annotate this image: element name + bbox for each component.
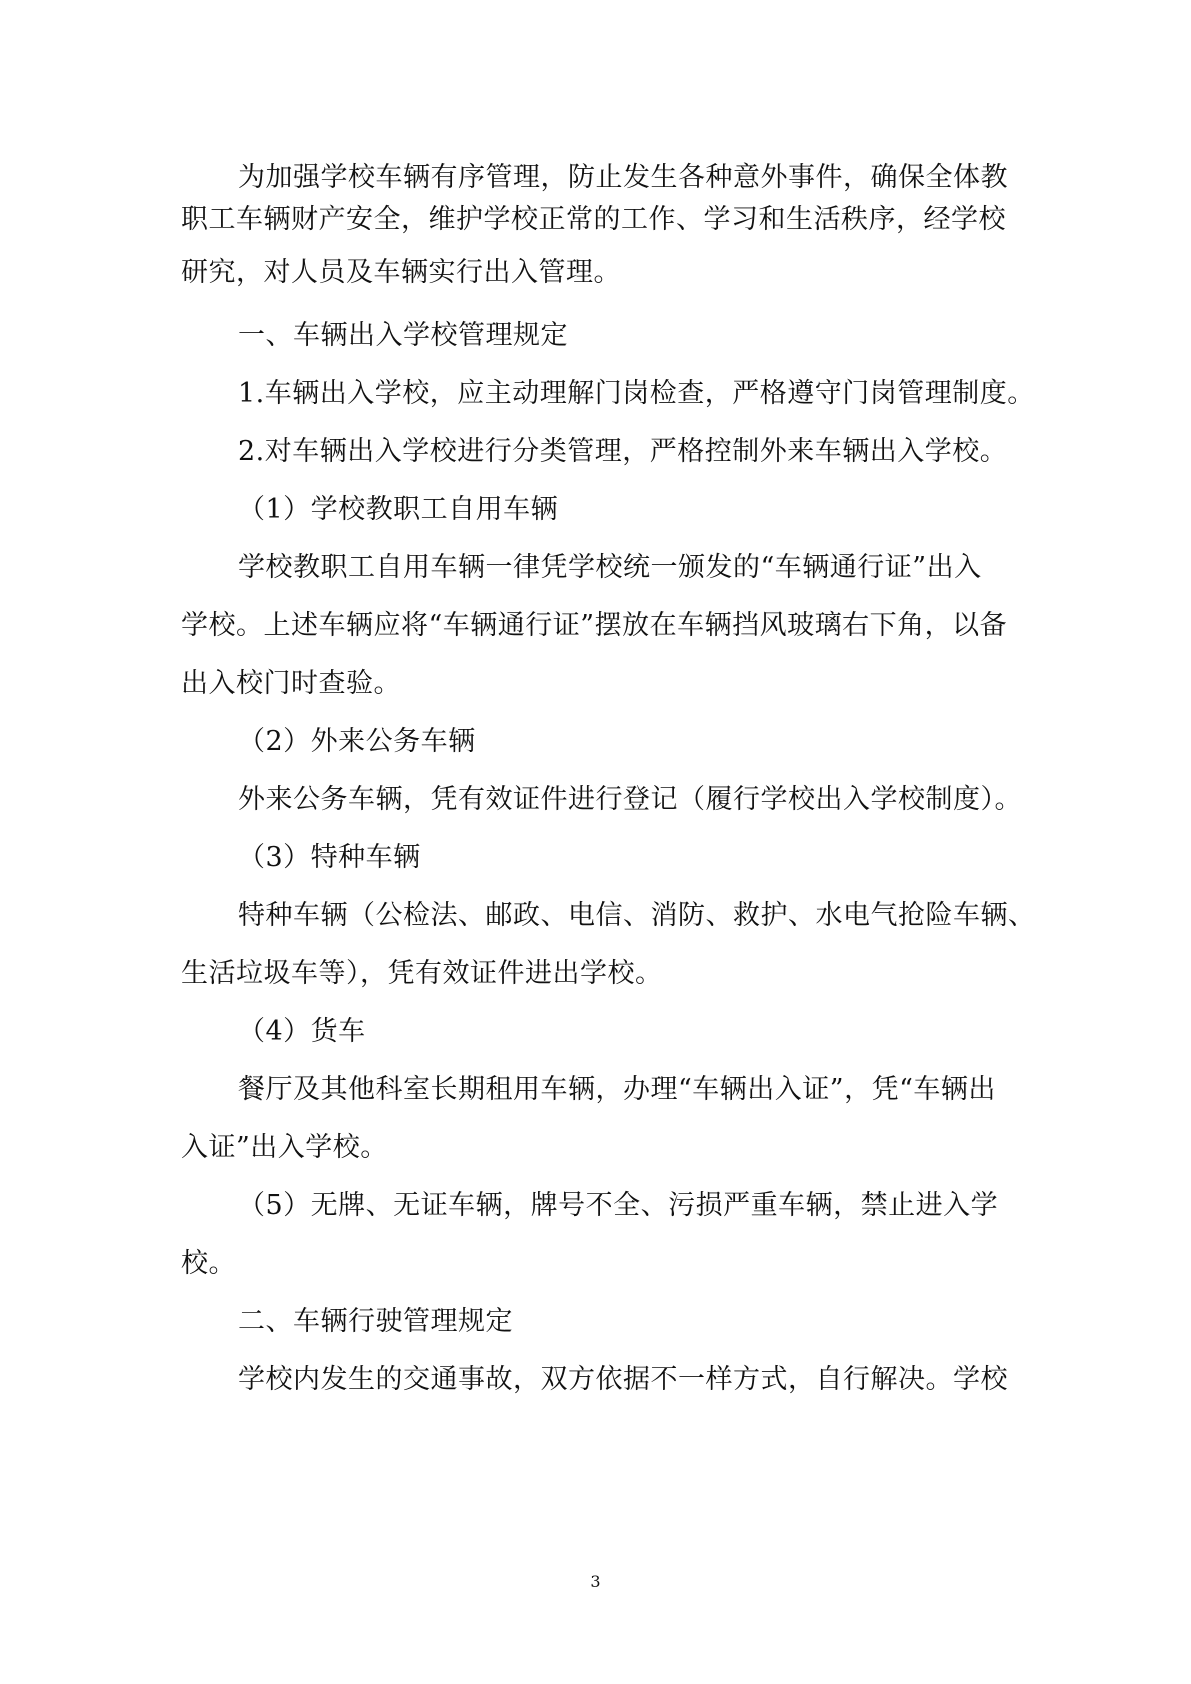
subheading-5-line-1: （5）无牌、无证车辆，牌号不全、污损严重车辆，禁止进入学 — [238, 1190, 999, 1221]
paragraph-2-line-1: 学校教职工自用车辆一律凭学校统一颁发的“车辆通行证”出入 — [238, 552, 982, 583]
paragraph-5-line-2: 入证”出入学校。 — [181, 1132, 388, 1163]
paragraph-4-line-1: 特种车辆（公检法、邮政、电信、消防、救护、水电气抢险车辆、 — [238, 900, 1036, 931]
paragraph-4-line-2: 生活垃圾车等），凭有效证件进出学校。 — [181, 958, 663, 989]
paragraph-3: 外来公务车辆，凭有效证件进行登记（履行学校出入学校制度）。 — [238, 784, 1022, 815]
paragraph-6-line-1: 学校内发生的交通事故，双方依据不一样方式，自行解决。学校 — [238, 1364, 1008, 1395]
subheading-5-line-2: 校。 — [181, 1248, 236, 1279]
paragraph-5-line-1: 餐厅及其他科室长期租用车辆，办理“车辆出入证”，凭“车辆出 — [238, 1074, 996, 1105]
paragraph-1-line-3: 研究，对人员及车辆实行出入管理。 — [181, 257, 621, 288]
section-heading-2: 二、车辆行驶管理规定 — [238, 1306, 513, 1337]
subheading-3: （3）特种车辆 — [238, 842, 421, 873]
paragraph-2-line-3: 出入校门时查验。 — [181, 668, 401, 699]
paragraph-2-line-2: 学校。上述车辆应将“车辆通行证”摆放在车辆挡风玻璃右下角，以备 — [181, 610, 1008, 641]
subheading-2: （2）外来公务车辆 — [238, 726, 476, 757]
section-heading-1: 一、车辆出入学校管理规定 — [238, 320, 568, 351]
subheading-1: （1）学校教职工自用车辆 — [238, 494, 559, 525]
paragraph-1-line-1: 为加强学校车辆有序管理，防止发生各种意外事件，确保全体教 — [238, 162, 1008, 193]
rule-1: 1.车辆出入学校，应主动理解门岗检查，严格遵守门岗管理制度。 — [238, 378, 1035, 409]
rule-2: 2.对车辆出入学校进行分类管理，严格控制外来车辆出入学校。 — [238, 436, 1008, 467]
subheading-4: （4）货车 — [238, 1016, 366, 1047]
paragraph-1-line-2: 职工车辆财产安全，维护学校正常的工作、学习和生活秩序，经学校 — [181, 204, 1006, 235]
page-number: 3 — [590, 1572, 601, 1591]
